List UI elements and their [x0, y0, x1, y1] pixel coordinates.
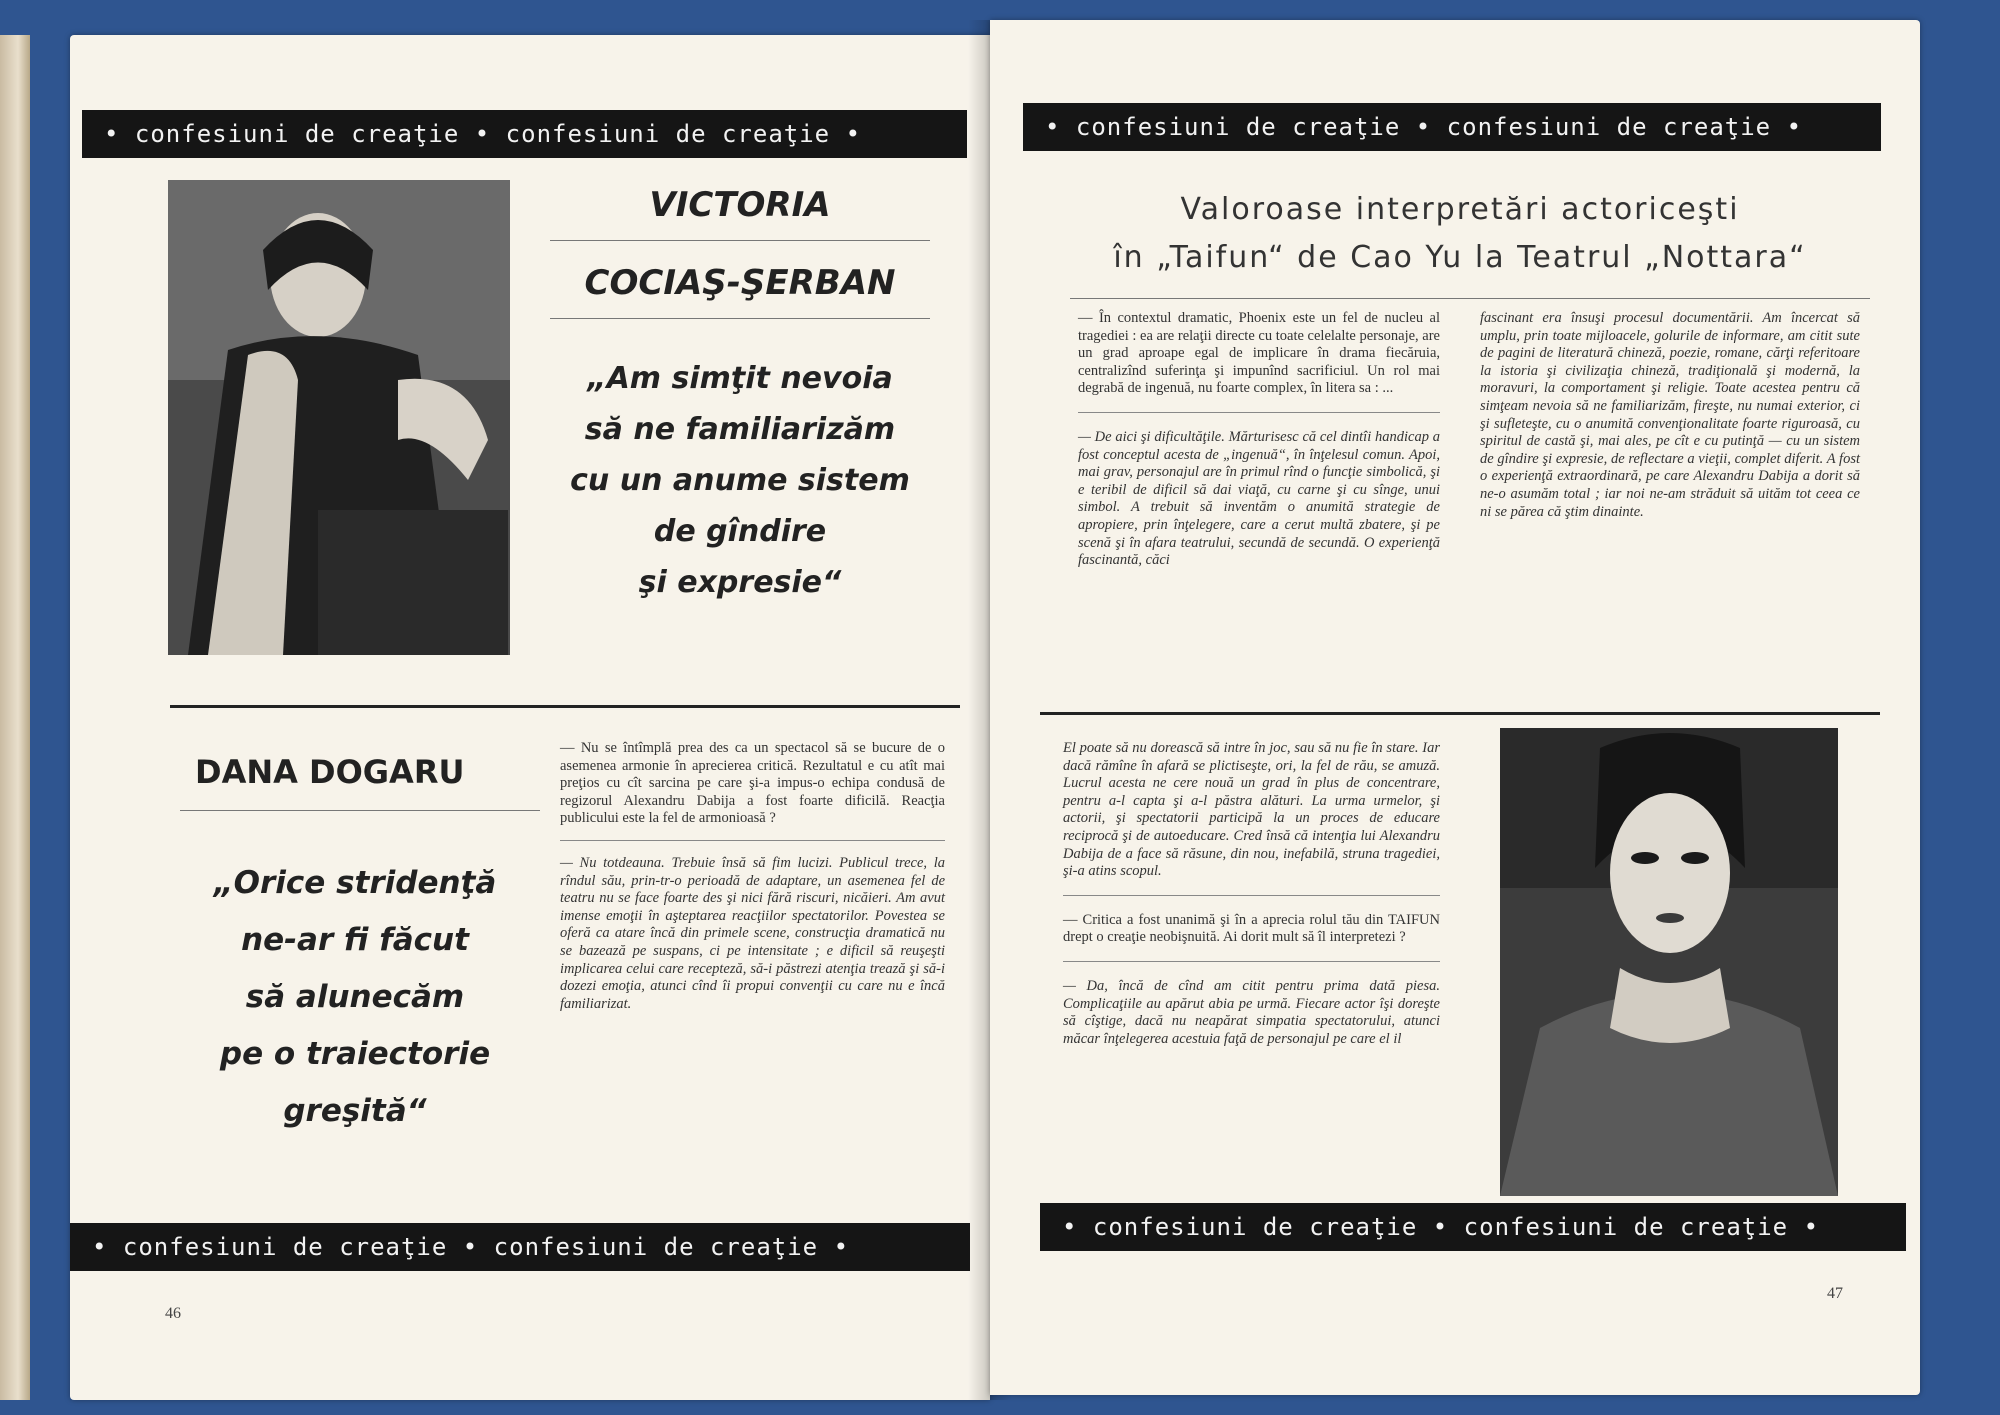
name-dana: DANA DOGARU [195, 753, 465, 791]
answer-paragraph: — De aici şi dificultăţile. Mărturisesc că cel dintîi handicap a fost conceptul acesta de „ingenuă“, în înţelesul comun. Apoi, mai grav, personajul are în primul rînd o funcţie simbolică, şi e teribil de dificil să dai viaţă, cu carne şi cu sînge, unui simbol. A trebuit să inventăm o anumită strategie de apropiere, prin înţelegere, care a cerut multă zbatere, şi pe scenă şi în afara teatrului, secundă de secundă. O experienţă fascinantă, căci [1078, 428, 1440, 569]
question-paragraph: — Nu se întîmplă prea des ca un spectacol să se bucure de o asemenea armonie în aprecierea critică. Rezultatul e cu atît mai preţios cu cît sarcina pe care şi-a impus-o echipa condusă de regizorul Alexandru Dabija a fost foarte dificilă. Reacţia publicului este la fel de armonioasă ? [560, 740, 945, 827]
name-victoria-line2: COCIAŞ-ŞERBAN [584, 263, 896, 303]
divider [560, 840, 945, 841]
divider [1063, 961, 1440, 962]
quote-line: cu un anume sistem [570, 463, 910, 498]
divider [550, 240, 930, 241]
divider [1078, 412, 1440, 413]
right-page [990, 20, 1920, 1395]
article-headline-line2: în „Taifun“ de Cao Yu la Teatrul „Nottara“ [1113, 240, 1807, 275]
quote-line: ne-ar fi făcut [241, 922, 469, 958]
portrait-image [1500, 728, 1838, 1196]
footer-band: • confesiuni de creaţie • confesiuni de creaţie • [1040, 1203, 1906, 1251]
divider [1070, 298, 1870, 299]
divider [180, 810, 540, 811]
interview-column-lower [1063, 740, 1440, 1048]
quote-line: „Am simţit nevoia [587, 361, 893, 396]
divider [550, 318, 930, 319]
quote-line: să alunecăm [245, 979, 465, 1015]
divider [1063, 895, 1440, 896]
section-divider [1040, 712, 1880, 715]
name-victoria-line1: VICTORIA [649, 185, 831, 225]
quote-line: „Orice stridenţă [213, 865, 497, 901]
interview-column-2 [1480, 310, 1860, 521]
answer-paragraph: El poate să nu dorească să intre în joc, sau să nu fie în stare. Iar dacă rămîne în afară se plictiseşte, ori, la fel de rău, se amuză. Lucrul acesta ne cere nouă un grad în plus de concentrare, pentru a-l capta şi a-l păstra alături. La urma urmelor, şi actorii, şi spectatorii participă la un proces de educare reciprocă şi de autoeducare. Cred însă că intenţia lui Alexandru Dabija de a face să răsune, din nou, inefabilă, struna tragediei, şi-a atins scopul. [1063, 740, 1440, 880]
answer-paragraph: — Nu totdeauna. Trebuie însă să fim lucizi. Publicul trece, la rîndul său, prin-tr-o perioadă de adaptare, un asemenea fel de teatru nu se face foarte des şi nici fără riscuri, nicăieri. Am avut imense emoţii în aşteptarea reacţiilor spectatorilor. Povestea se oferă ca atare încă din primele scene, construcţia dramatică nu se bazează pe suspans, ci pe intensitate ; e dificil să reuşeşti implicarea celui care recepteză, să-i păstrezi atenţia trează şi să-i dozezi emoţia, atunci cînd îi propui convenţii cu care nu e încă familiarizat. [560, 854, 945, 1012]
header-band: • confesiuni de creaţie • confesiuni de creaţie • [1023, 103, 1881, 151]
interview-column-dana [560, 740, 945, 1013]
question-paragraph: — Critica a fost unanimă şi în a aprecia rolul tău din TAIFUN drept o creaţie neobişnuită. Ai dorit mult să îl interpretezi ? [1063, 911, 1440, 946]
quote-victoria [540, 353, 940, 608]
footer-band: • confesiuni de creaţie • confesiuni de creaţie • [70, 1223, 970, 1271]
answer-paragraph: — Da, încă de cînd am citit pentru prima dată piesa. Complicaţiile au apărut abia pe urmă. Fiecare actor îşi doreşte să cîştige, dacă nu neapărat simpatia spectatorului, atunci măcar înţelegerea acestuia faţă de personajul pe care el il [1063, 977, 1440, 1047]
book-edge [0, 35, 30, 1400]
interview-column-1 [1078, 310, 1440, 570]
quote-line: şi expresie“ [638, 565, 842, 600]
left-page [70, 35, 990, 1400]
portrait-photo-victoria [168, 180, 510, 655]
section-divider [170, 705, 960, 708]
quote-line: să ne familiarizăm [584, 412, 896, 447]
quote-line: pe o traiectorie [219, 1036, 491, 1072]
header-band: • confesiuni de creaţie • confesiuni de creaţie • [82, 110, 967, 158]
portrait-image [168, 180, 510, 655]
quote-line: de gîndire [653, 514, 827, 549]
quote-line: greşită“ [283, 1093, 427, 1129]
quote-dana [170, 855, 540, 1140]
portrait-photo-dana [1500, 728, 1838, 1196]
page-number: 46 [165, 1305, 181, 1322]
page-number: 47 [1827, 1285, 1843, 1302]
article-headline-line1: Valoroase interpretări actoriceşti [1180, 192, 1740, 227]
question-paragraph: — În contextul dramatic, Phoenix este un fel de nucleu al tragediei : ea are relaţii directe cu toate celelalte personaje, are un grad aproape egal de implicare în drama fiecăruia, centralizînd suferinţa şi impunînd sacrificiul. Un rol mai degrabă de ingenuă, nu foarte complex, în litera sa : ... [1078, 310, 1440, 397]
answer-continuation: fascinant era însuşi procesul documentării. Am încercat să umplu, prin toate mijloacele, golurile de informare, am citit sute de pagini de literatură chineză, poezie, romane, cărţi referitoare la istoria şi civilizaţia chineză, tradiţională şi modernă, la moravuri, la comportament şi religie. Toate acestea pentru că simţeam nevoia să ne familiarizăm, fireşte, nu numai exterior, ci şi sufleteşte, cu o anumită convenţionalitate foarte riguroasă, cu spiritul de castă şi, mai ales, pe cît e cu putinţă — cu un sistem de gîndire şi expresie, de reflectare a vieţii, complet diferit. A fost o experienţă extraordinară, pe care Alexandru Dabija a dorit să ne-o asumăm total ; iar noi ne-am străduit să uităm tot ceea ce ni se părea că ştim dinainte. [1480, 310, 1860, 520]
